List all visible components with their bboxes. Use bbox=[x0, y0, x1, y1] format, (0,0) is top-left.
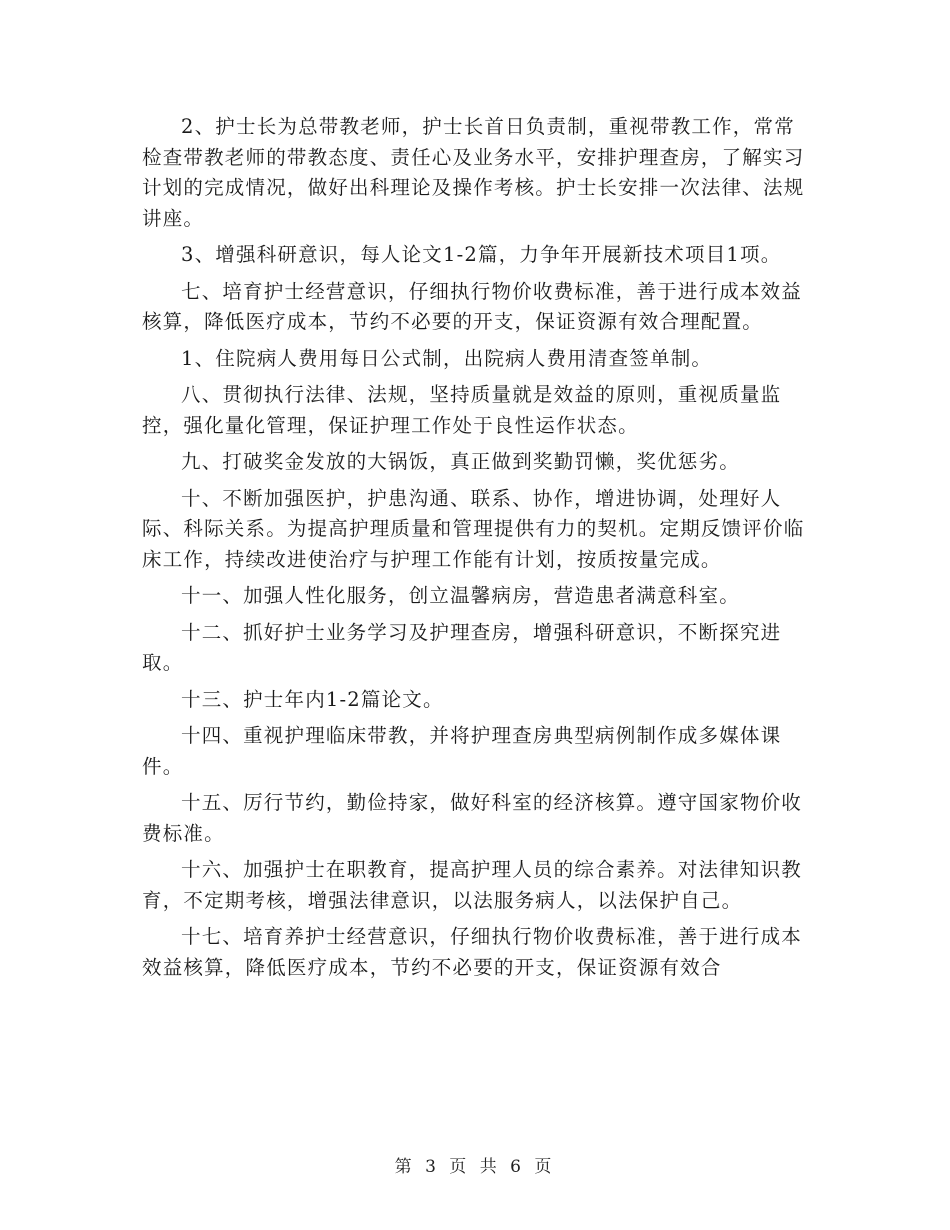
paragraph: 十一、加强人性化服务，创立温馨病房，营造患者满意科室。 bbox=[181, 584, 740, 607]
document-body bbox=[142, 112, 808, 989]
page-footer: 第 3 页 共 6 页 bbox=[394, 1157, 556, 1177]
paragraph: 十四、重视护理临床带教，并将护理查房典型病例制作成多媒体课件。 bbox=[142, 724, 782, 778]
paragraph: 十、不断加强医护，护患沟通、联系、协作，增进协调，处理好人际、科际关系。为提高护理质量和管理提供有力的契机。定期反馈评价临床工作，持续改进使治疗与护理工作能有计划，按质按量完成。 bbox=[142, 486, 805, 571]
paragraph: 九、打破奖金发放的大锅饭，真正做到奖勤罚懒，奖优惩劣。 bbox=[181, 450, 740, 473]
paragraph: 十六、加强护士在职教育，提高护理人员的综合素养。对法律知识教育，不定期考核，增强法律意识，以法服务病人，以法保护自己。 bbox=[142, 858, 803, 912]
paragraph: 十五、厉行节约，勤俭持家，做好科室的经济核算。遵守国家物价收费标准。 bbox=[142, 791, 803, 845]
paragraph: 3、增强科研意识，每人论文1-2篇，力争年开展新技术项目1项。 bbox=[181, 243, 782, 266]
paragraph: 十三、护士年内1-2篇论文。 bbox=[181, 687, 444, 711]
paragraph: 十七、培育养护士经营意识，仔细执行物价收费标准，善于进行成本效益核算，降低医疗成本，节约不必要的开支，保证资源有效合 bbox=[142, 925, 803, 979]
paragraph: 1、住院病人费用每日公式制，出院病人费用清查签单制。 bbox=[181, 346, 713, 370]
paragraph: 十二、抓好护士业务学习及护理查房，增强科研意识，不断探究进取。 bbox=[142, 620, 782, 674]
paragraph: 2、护士长为总带教老师，护士长首日负责制，重视带教工作，常常检查带教老师的带教态度、责任心及业务水平，安排护理查房，了解实习计划的完成情况，做好出科理论及操作考核。护士长安排一次法律、法规讲座。 bbox=[142, 115, 805, 230]
paragraph: 八、贯彻执行法律、法规，坚持质量就是效益的原则，重视质量监控，强化量化管理，保证护理工作处于良性运作状态。 bbox=[142, 383, 782, 437]
paragraph: 七、培育护士经营意识，仔细执行物价收费标准，善于进行成本效益核算，降低医疗成本，节约不必要的开支，保证资源有效合理配置。 bbox=[142, 279, 803, 333]
